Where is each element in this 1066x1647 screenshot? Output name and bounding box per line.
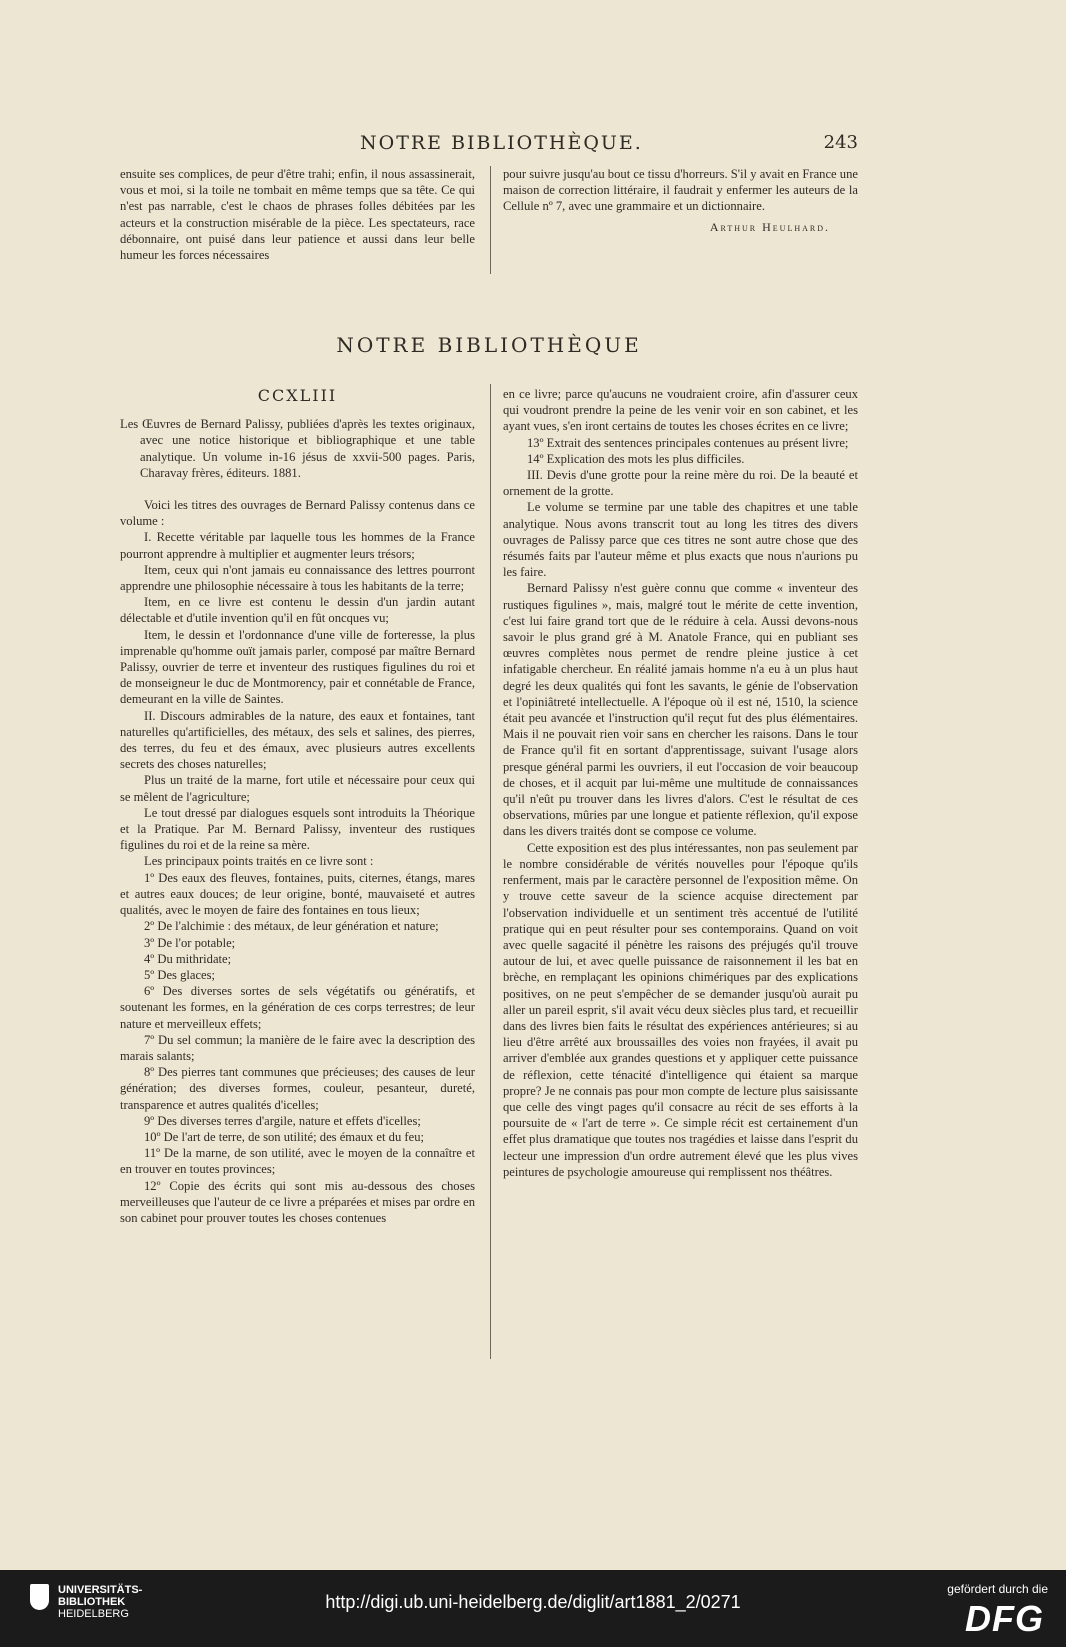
section-title: NOTRE BIBLIOTHÈQUE [336,333,642,357]
left-paragraph: 3º De l'or potable; [144,935,236,950]
left-paragraph: 6º Des diverses sortes de sels végétatifs ou génératifs, et soutenant les formes, en la génération de ces corps terrestres; de leur nature et merveilleux effets; [120,984,475,1031]
right-paragraph: 14º Explication des mots les plus difficiles. [527,451,745,466]
left-paragraph: 10º De l'art de terre, de son utilité; des émaux et du feu; [144,1129,424,1144]
right-paragraph: Cette exposition est des plus intéressantes, non pas seulement par le nombre considérable de vérités nouvelles pour l'époque qu'ils renferment, mais par le caractère personnel de l'exposition même. On y trouve cette saveur de la science acquise directement par l'observation individuelle et un sentiment très accentué de l'utilité pratique qui en peut résulter pour ses contemporains. Quand on voit avec quelle sagacité il pénètre les raisons des préjugés qu'il trouve autour de lui, et avec quelle puissance de raisonnement il les bat en brèche, en remplaçant les opinions chimériques par des explications positives, on ne peut s'empêcher de se demander jusqu'où aurait pu aller un pareil esprit, s'il avait vécu deux siècles plus tard, et recueillir dans des livres bien faits le résultat des expériences antérieures; si au lieu d'être arrêté aux broussailles des voies non frayées, il avait pu arriver d'emblée aux grandes questions et y appliquer cette puissance de réflexion, cette ténacité d'intelligence qui étaient sa marque propre? Je ne connais pas pour mon compte de lecture plus saisissante que celle des vingt pages qu'il consacre au récit de ses efforts à la poursuite de « l'art de terre ». Ce simple récit est certainement d'un effet plus dramatique que toutes nos tragédies et laisse dans l'esprit du lecteur une impression d'un ordre autrement élevé que les plus vives peintures de psychologie amoureuse qui remplissent nos théâtres. [503,840,858,1179]
funded-by-label: gefördert durch die [947,1582,1048,1596]
left-paragraph: 11º De la marne, de son utilité, avec le moyen de la connaître et en trouver en toutes provinces; [120,1146,475,1177]
left-paragraph: 9º Des diverses terres d'argile, nature et effets d'icelles; [144,1113,421,1128]
article-number: CCXLIII [257,386,338,405]
bibliography-entry: Les Œuvres de Bernard Palissy, publiées d'après les textes originaux, avec une notice historique et bibliographique et une table analytique. Un volume in-16 jésus de xxvii-500 pages. Paris, Charavay frères, éditeurs. 1881. [120,417,475,480]
right-paragraph: Le volume se termine par une table des chapitres et une table analytique. Nous avons transcrit tout au long les titres des divers ouvrages de Palissy parce que ces titres ne sont autre chose que des résumés faits par l'auteur même et plus exacts que nous n'aurions pu les faire. [503,500,858,580]
left-paragraph: Plus un traité de la marne, fort utile et nécessaire pour ceux qui se mêlent de l'agriculture; [120,773,475,804]
right-paragraph: III. Devis d'une grotte pour la reine mère du roi. De la beauté et ornement de la grotte. [503,468,858,499]
article-column-rule [490,384,491,1359]
top-column-rule [490,166,491,274]
viewer-footer [0,1570,1066,1647]
left-paragraph: 1º Des eaux des fleuves, fontaines, puits, citernes, étangs, mares et autres eaux douces; de leur origine, bonté, mauvaiseté et autres qualités, avec le moyen de faire des fontaines en tous lieux; [120,870,475,918]
left-paragraph: II. Discours admirables de la nature, des eaux et fontaines, tant naturelles qu'artificielles, des métaux, des sels et salines, des pierres, des terres, du feu et des émaux, avec plusieurs autres excellents secrets des choses naturelles; [120,708,475,772]
left-paragraph: 8º Des pierres tant communes que précieuses; des causes de leur génération; des diverses formes, couleur, pesanteur, dureté, transparence et autres qualités d'icelles; [120,1065,475,1112]
left-paragraph: 4º Du mithridate; [144,951,232,966]
top-right-column [503,166,858,235]
top-left-column [120,166,475,263]
left-paragraph: Item, en ce livre est contenu le dessin d'un jardin autant délectable et d'utile invention qu'il en fût oncques vu; [120,595,475,626]
library-logo[interactable]: UNIVERSITÄTS- BIBLIOTHEK HEIDELBERG [58,1584,143,1620]
right-paragraph: Bernard Palissy n'est guère connu que comme « inventeur des rustiques figulines », mais, malgré tout le mérite de cette invention, c'est lui faire grand tort que de le réduire à cela. Aussi devons-nous savoir le plus grand gré à M. Anatole France, qui en publiant ses œuvres complètes nous permet de rendre pleine justice à cet infatigable chercheur. En réalité jamais homme n'a eu à un plus haut degré les deux qualités qui font les savants, le génie de l'observation et l'opiniâtreté intellectuelle. A l'époque où il est né, 1510, la science était peu avancée et l'instruction qu'il reçut fut des plus élémentaires. Mais il ne pouvait rien voir sans en chercher les raisons. Dans le tour de France qu'il fit en sortant d'apprentissage, suivant l'usage alors presque général parmi les ouvriers, il eut l'occasion de voir beaucoup de choses, et il acquit par lui-même une multitude de connaissances qu'il n'eût pu trouver dans les livres d'alors. C'est le résultat de ces observations, mûries par une longue et patiente réflexion, qu'il expose dans les divers traités dont se compose ce volume. [503,581,858,839]
right-paragraph: en ce livre; parce qu'aucuns ne voudraient croire, afin d'assurer ceux qui voudront prendre la peine de les venir voir en son cabinet, et les ayant vues, s'en iront certains de toutes les choses écrites en ce livre; [503,387,858,434]
left-paragraph: Les principaux points traités en ce livre sont : [144,854,374,869]
left-paragraph: Item, ceux qui n'ont jamais eu connaissance des lettres pourront apprendre une philosophie nécessaire à tous les habitants de la terre; [120,562,475,594]
left-paragraph: 12º Copie des écrits qui sont mis au-dessous des choses merveilleuses que l'auteur de ce livre a préparées et mises par ordre en son cabinet pour prouver toutes les choses contenues [120,1178,475,1225]
left-paragraph: Item, le dessin et l'ordonnance d'une ville de forteresse, la plus imprenable qu'homme ouït jamais parler, composé par maître Bernard Palissy, ouvrier de terre et inventeur des rustiques figulines du roi et de monseigneur le duc de Montmorency, pair et connétable de France, demeurant en la ville de Saintes. [120,627,475,707]
left-paragraph: Le tout dressé par dialogues esquels sont introduits la Théorique et la Pratique. Par M. Bernard Palissy, inventeur des rustiques figulines du roi et de la reine sa mère. [120,805,475,853]
left-paragraph: 7º Du sel commun; la manière de le faire avec la description des marais salants; [120,1032,475,1063]
left-paragraph: 2º De l'alchimie : des métaux, de leur génération et nature; [144,919,439,934]
article-left-column [120,386,475,1226]
top-left-paragraph: ensuite ses complices, de peur d'être trahi; enfin, il nous assassinerait, vous et moi, si la toile ne tombait en même temps que sa tête. Ce qui n'est pas narrable, c'est le chaos de phrases folles débitées par les acteurs et la construction misérable de la pièce. Les spectateurs, race débonnaire, ont puisé dans leur patience et aussi dans leur belle humeur les forces nécessaires [120,167,475,263]
author-signature: Arthur Heulhard. [709,219,830,234]
article-right-column [503,386,858,1180]
running-title: NOTRE BIBLIOTHÈQUE. [360,132,643,154]
top-right-paragraph: pour suivre jusqu'au bout ce tissu d'horreurs. S'il y avait en France une maison de correction littéraire, il faudrait y enfermer les auteurs de la Cellule nº 7, avec une grammaire et un dictionnaire. [503,167,858,214]
right-paragraph: 13º Extrait des sentences principales contenues au présent livre; [527,435,849,450]
permalink-url[interactable]: http://digi.ub.uni-heidelberg.de/diglit/art1881_2/0271 [325,1592,741,1612]
running-header [120,132,858,162]
page-number: 243 [823,132,858,153]
left-paragraph: I. Recette véritable par laquelle tous les hommes de la France pourront apprendre à multiplier et augmenter leurs trésors; [120,530,475,561]
left-paragraph: 5º Des glaces; [144,967,216,982]
dfg-logo[interactable]: DFG [965,1598,1044,1639]
left-paragraph: Voici les titres des ouvrages de Bernard Palissy contenus dans ce volume : [120,498,475,529]
